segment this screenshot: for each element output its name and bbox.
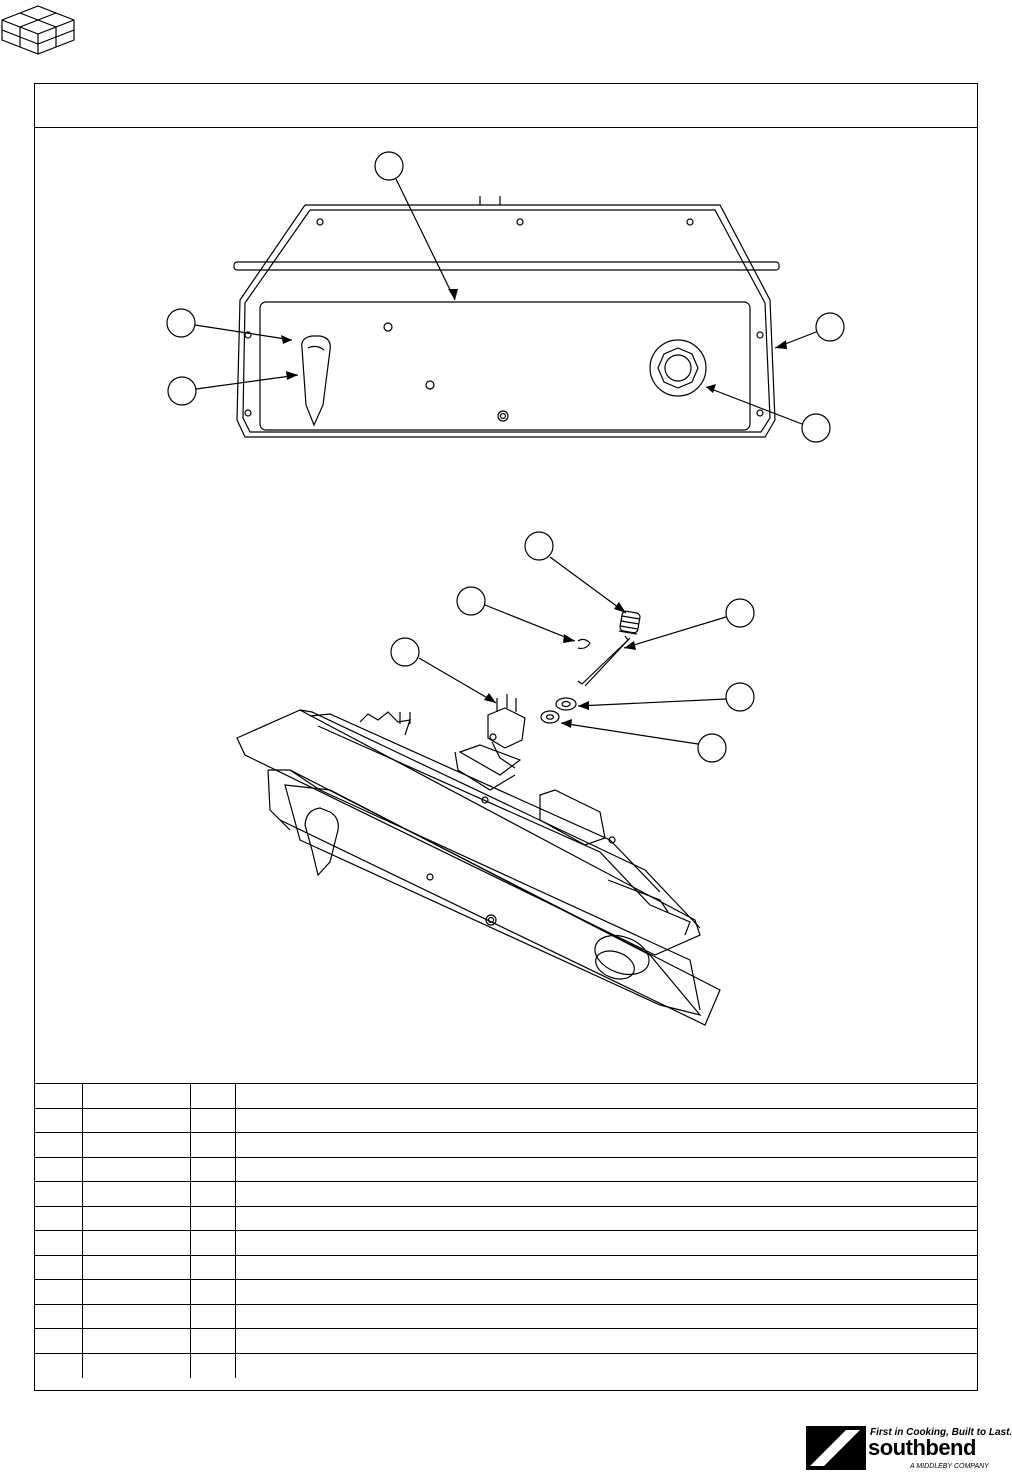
table-cell bbox=[34, 1133, 82, 1158]
table-cell bbox=[190, 1108, 235, 1133]
table-row bbox=[34, 1133, 978, 1158]
table-cell bbox=[82, 1182, 190, 1207]
table-cell bbox=[82, 1353, 190, 1378]
table-cell bbox=[82, 1329, 190, 1354]
table-row bbox=[34, 1329, 978, 1354]
table-row bbox=[34, 1182, 978, 1207]
table-cell bbox=[235, 1182, 978, 1207]
brand-subtitle: A MIDDLEBY COMPANY bbox=[910, 1463, 989, 1470]
table-cell bbox=[34, 1329, 82, 1354]
table-cell bbox=[235, 1255, 978, 1280]
table-cell bbox=[82, 1108, 190, 1133]
control-panel-front-view bbox=[234, 196, 779, 437]
table-row bbox=[34, 1157, 978, 1182]
table-cell bbox=[82, 1133, 190, 1158]
table-row bbox=[34, 1231, 978, 1256]
brand-tagline: First in Cooking, Built to Last. bbox=[870, 1427, 1012, 1438]
table-cell bbox=[190, 1353, 235, 1378]
table-cell bbox=[235, 1304, 978, 1329]
table-cell bbox=[190, 1206, 235, 1231]
page-title bbox=[34, 83, 978, 128]
table-cell bbox=[34, 1280, 82, 1305]
table-cell bbox=[235, 1108, 978, 1133]
table-cell bbox=[190, 1255, 235, 1280]
table-cell bbox=[34, 1353, 82, 1378]
table-cell bbox=[34, 1304, 82, 1329]
table-cell bbox=[190, 1280, 235, 1305]
table-row bbox=[34, 1280, 978, 1305]
table-row bbox=[34, 1353, 978, 1378]
parts-table bbox=[34, 1083, 978, 1378]
southbend-stripe-mark-icon bbox=[806, 1426, 866, 1470]
exploded-parts-drawing bbox=[34, 128, 978, 1083]
brand-name: southbend bbox=[868, 1435, 976, 1460]
table-cell bbox=[82, 1084, 190, 1109]
table-cell bbox=[235, 1133, 978, 1158]
table-cell bbox=[235, 1280, 978, 1305]
table-cell bbox=[190, 1329, 235, 1354]
isometric-cube-icon bbox=[0, 0, 80, 60]
table-cell bbox=[34, 1157, 82, 1182]
table-row bbox=[34, 1084, 978, 1109]
table-cell bbox=[190, 1231, 235, 1256]
table-cell bbox=[82, 1157, 190, 1182]
table-row bbox=[34, 1255, 978, 1280]
table-cell bbox=[82, 1280, 190, 1305]
table-cell bbox=[34, 1206, 82, 1231]
table-cell bbox=[34, 1182, 82, 1207]
table-cell bbox=[235, 1353, 978, 1378]
table-row bbox=[34, 1304, 978, 1329]
table-cell bbox=[235, 1206, 978, 1231]
table-cell bbox=[34, 1255, 82, 1280]
table-cell bbox=[34, 1084, 82, 1109]
table-cell bbox=[82, 1206, 190, 1231]
table-row bbox=[34, 1206, 978, 1231]
control-panel-exploded-view bbox=[237, 611, 720, 1025]
table-cell bbox=[190, 1157, 235, 1182]
table-cell bbox=[190, 1133, 235, 1158]
table-cell bbox=[82, 1304, 190, 1329]
table-cell bbox=[34, 1231, 82, 1256]
table-cell bbox=[235, 1084, 978, 1109]
table-cell bbox=[82, 1231, 190, 1256]
table-cell bbox=[82, 1255, 190, 1280]
table-cell bbox=[190, 1304, 235, 1329]
table-cell bbox=[190, 1182, 235, 1207]
table-cell bbox=[235, 1329, 978, 1354]
southbend-logo bbox=[806, 1426, 1012, 1474]
table-cell bbox=[190, 1084, 235, 1109]
table-cell bbox=[235, 1157, 978, 1182]
table-cell bbox=[235, 1231, 978, 1256]
table-cell bbox=[34, 1108, 82, 1133]
table-row bbox=[34, 1108, 978, 1133]
